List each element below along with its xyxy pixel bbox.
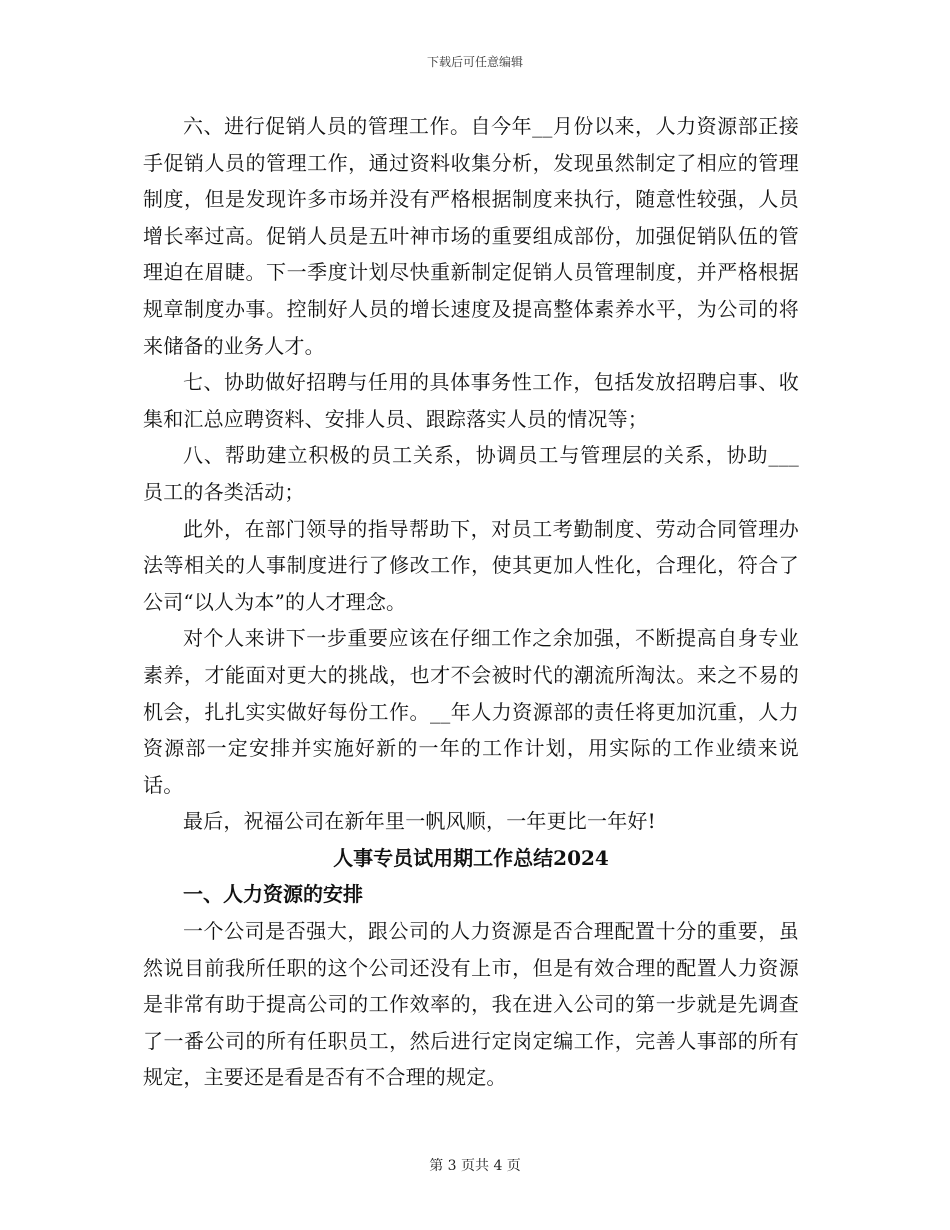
- paragraph-personal-development: 对个人来讲下一步重要应该在仔细工作之余加强，不断提高自身专业素养，才能面对更大的挑战，也才不会被时代的潮流所淘汰。来之不易的机会，扎扎实实做好每份工作。__年人力资源部的责任将更加沉重，人力资源部一定安排并实施好新的一年的工作计划，用实际的工作业绩来说话。: [143, 626, 799, 797]
- paragraph-recruitment-assistance: 七、协助做好招聘与任用的具体事务性工作，包括发放招聘启事、收集和汇总应聘资料、安排人员、跟踪落实人员的情况等；: [143, 370, 799, 431]
- paragraph-employee-relations: 八、帮助建立积极的员工关系，协调员工与管理层的关系，协助___员工的各类活动；: [143, 443, 799, 504]
- paragraph-closing-wishes: 最后，祝福公司在新年里一帆风顺，一年更比一年好!: [183, 809, 656, 834]
- paragraph-promoter-management: 六、进行促销人员的管理工作。自今年__月份以来，人力资源部正接手促销人员的管理工作，通过资料收集分析，发现虽然制定了相应的管理制度，但是发现许多市场并没有严格根据制度来执行，随意性较强，人员增长率过高。促销人员是五叶神市场的重要组成部份，加强促销队伍的管理迫在眉睫。下一季度计划尽快重新制定促销人员管理制度，并严格根据规章制度办事。控制好人员的增长速度及提高整体素养水平，为公司的将来储备的业务人才。: [143, 114, 799, 358]
- document-body: [143, 108, 799, 1096]
- paragraph-policy-revision: 此外，在部门领导的指导帮助下，对员工考勤制度、劳动合同管理办法等相关的人事制度进行了修改工作，使其更加人性化，合理化，符合了公司“以人为本”的人才理念。: [143, 516, 799, 614]
- document-title: 人事专员试用期工作总结2024: [333, 845, 609, 870]
- section-heading-hr-arrangement: 一、人力资源的安排: [183, 882, 363, 907]
- paragraph-hr-arrangement: 一个公司是否强大，跟公司的人力资源是否合理配置十分的重要，虽然说目前我所任职的这个公司还没有上市，但是有效合理的配置人力资源是非常有助于提高公司的工作效率的，我在进入公司的第一步就是先调查了一番公司的所有任职员工，然后进行定岗定编工作，完善人事部的所有规定，主要还是看是否有不合理的规定。: [143, 919, 799, 1090]
- page-header: 下载后可任意编辑: [426, 55, 523, 69]
- page-number-footer: 第 3 页共 4 页: [429, 1158, 521, 1174]
